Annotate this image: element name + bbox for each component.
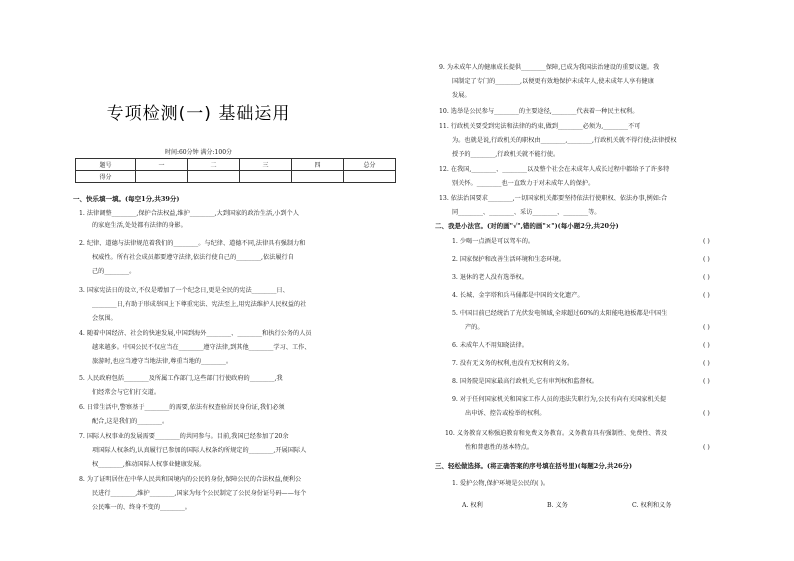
question-line: 8. 为了证明居住在中华人民共和国境内的公民的身份,保障公民的合法权益,便利公	[79, 476, 302, 483]
question-line: 同________、________、采访________、________等。	[452, 209, 601, 216]
option-c[interactable]: C. 权利和义务	[632, 502, 672, 509]
question-line: 11. 行政机关要受到宪法和法律的约束,做到________必须为,________不可	[439, 123, 641, 130]
score-input-cell[interactable]	[136, 171, 188, 183]
question-line: 国制定了专门的________,以便更有效地保护未成年人,使未成年人享有健康	[452, 78, 654, 85]
judge-item: 3. 退休的老人没有选举权。	[452, 274, 528, 281]
judge-item: 5. 中国目前已经统治了光伏发电领域,全球超过60%的太阳能电池板都是中国生	[452, 310, 668, 317]
option-b[interactable]: B. 义务	[547, 502, 568, 509]
score-cell: 一	[136, 159, 188, 171]
answer-paren[interactable]: ( )	[703, 410, 710, 417]
question-line: 授予的________,行政机关就不能行使。	[452, 151, 560, 158]
question-line: 项国际人权条约,认真履行已参加的国际人权条约所规定的________,开展国际人	[92, 447, 307, 454]
question-line: 13. 依法治国要求________,一切国家机关都要坚持依法行使职权、依法办事,例如:合	[439, 195, 668, 202]
question-line: 2. 纪律、道德与法律规范着我们的________。与纪律、道德不同,法律具有强制力和	[79, 240, 306, 247]
question-line: 民进行________,维护________,国家为每个公民制定了公民身份证号码——每个	[92, 490, 307, 497]
section-heading-fill-blank: 一、快乐填一填。(每空1分,共39分)	[73, 195, 180, 203]
score-table-score-row	[76, 171, 396, 183]
right-page	[397, 0, 794, 561]
question-line: 权威性。所有社会成员都要遵守法律,依法行使自己的________,依法履行自	[92, 254, 294, 261]
answer-paren[interactable]: ( )	[703, 238, 710, 245]
question-line: 发展。	[452, 92, 471, 99]
judge-item: 8. 国务院是国家最高行政机关,它有审判权和监督权。	[452, 378, 598, 385]
question-line: 6. 日常生活中,警察基于________的需要,依法有权查验居民身份证,我们必须	[79, 404, 285, 411]
question-line: 权________,推动国际人权事业健康发展。	[92, 461, 206, 468]
question-line: ________日,有助于形成举国上下尊重宪法、宪法至上,用宪法维护人民权益的社	[92, 301, 307, 308]
judge-item: 7. 没有无义务的权利,也没有无权利的义务。	[452, 360, 574, 367]
score-table-header-row	[76, 159, 396, 171]
question-line: 12. 在我国,________、________以及整个社会在未成年人成长过程中都给予了许多特	[439, 166, 670, 173]
choice-question: 1. 爱护公物,保护环境是公民的( )。	[452, 480, 550, 487]
judge-item: 1. 少喝一点酒是可以驾车的。	[452, 238, 535, 245]
score-cell: 四	[292, 159, 344, 171]
score-cell: 题号	[76, 159, 136, 171]
judge-item: 2. 国家保护和改善生活环境和生态环境。	[452, 256, 566, 263]
section-heading-choice: 三、轻松做选择。(将正确答案的序号填在括号里)(每题2分,共26分)	[435, 462, 633, 470]
question-line: 己的________。	[92, 268, 136, 275]
question-line: 7. 国际人权事业的发展需要________的共同参与。目前,我国已经参加了20余	[79, 433, 289, 440]
question-line: 公民唯一的、终身不变的________。	[92, 504, 191, 511]
score-input-cell[interactable]	[292, 171, 344, 183]
score-cell: 得分	[76, 171, 136, 183]
question-line: 9. 为未成年人的健康成长提供________保障,已成为我国法治建设的重要议题。我	[439, 64, 660, 71]
question-line: 4. 随着中国经济、社会的快速发展,中国到海外________、________和执行公务的人员	[79, 330, 312, 337]
answer-paren[interactable]: ( )	[703, 378, 710, 385]
question-line: 1. 法律调整________,保护合法权益,维护________,大到国家的政治生活,小到个人	[79, 210, 299, 217]
question-line: 会氛围。	[92, 315, 117, 322]
answer-paren[interactable]: ( )	[703, 292, 710, 299]
question-line: 10. 选举是公民参与________的主要途径,________代表着一种民主权利。	[439, 108, 639, 115]
judge-item: 性和普惠性的基本特点。	[465, 444, 534, 451]
question-line: 别关怀。________也一直致力于对未成年人的保护。	[452, 180, 595, 187]
question-line: 们经常会与它们打交道。	[92, 389, 161, 396]
question-line: 越来越多。中国公民不仅应当在________遵守法律,到其他________学习、工作、	[92, 344, 311, 351]
score-cell: 三	[240, 159, 292, 171]
judge-item: 产的。	[465, 324, 484, 331]
question-line: 配合,这是我们的________。	[92, 418, 169, 425]
score-table	[75, 158, 396, 183]
judge-item: 10. 义务教育又称强迫教育和免费义务教育。义务教育具有强制性、免费性、普及	[445, 430, 668, 437]
judge-item: 出申诉、控告或检举的权利。	[465, 410, 546, 417]
option-a[interactable]: A. 权利	[462, 502, 483, 509]
section-heading-judge: 二、我是小法官。(对的画"√",错的画"×")(每小题2分,共20分)	[435, 222, 619, 230]
question-line: 为。也就是说,行政机关的职权由________,________,行政机关就不得行使;法律授权	[452, 137, 677, 144]
answer-paren[interactable]: ( )	[703, 256, 710, 263]
answer-paren[interactable]: ( )	[703, 342, 710, 349]
answer-paren[interactable]: ( )	[703, 324, 710, 331]
score-cell: 二	[188, 159, 240, 171]
question-line: 3. 国家宪法日的设立,不仅是增加了一个纪念日,更是全民的宪法________日、	[79, 287, 289, 294]
answer-paren[interactable]: ( )	[703, 360, 710, 367]
score-input-cell[interactable]	[188, 171, 240, 183]
answer-paren[interactable]: ( )	[703, 274, 710, 281]
answer-paren[interactable]: ( )	[703, 444, 710, 451]
question-line: 旅游时,也应当遵守当地法律,尊重当地的________。	[92, 358, 233, 365]
judge-item: 4. 长城、金字塔和兵马俑都是中国的文化遗产。	[452, 292, 584, 299]
score-input-cell[interactable]	[240, 171, 292, 183]
page-title: 专项检测(一) 基础运用	[106, 104, 291, 124]
score-cell: 总分	[344, 159, 396, 171]
judge-item: 9. 对于任何国家机关和国家工作人员的违法失职行为,公民有向有关国家机关提	[452, 396, 667, 403]
question-line: 的家庭生活,处处都有法律的身影。	[92, 222, 187, 229]
judge-item: 6. 未成年人不用知晓法律。	[452, 342, 528, 349]
exam-time-score: 时间:60分钟 满分:100分	[164, 149, 233, 156]
question-line: 5. 人民政府包括________及所属工作部门,这些部门行使政府的________,我	[79, 375, 283, 382]
score-input-cell[interactable]	[344, 171, 396, 183]
